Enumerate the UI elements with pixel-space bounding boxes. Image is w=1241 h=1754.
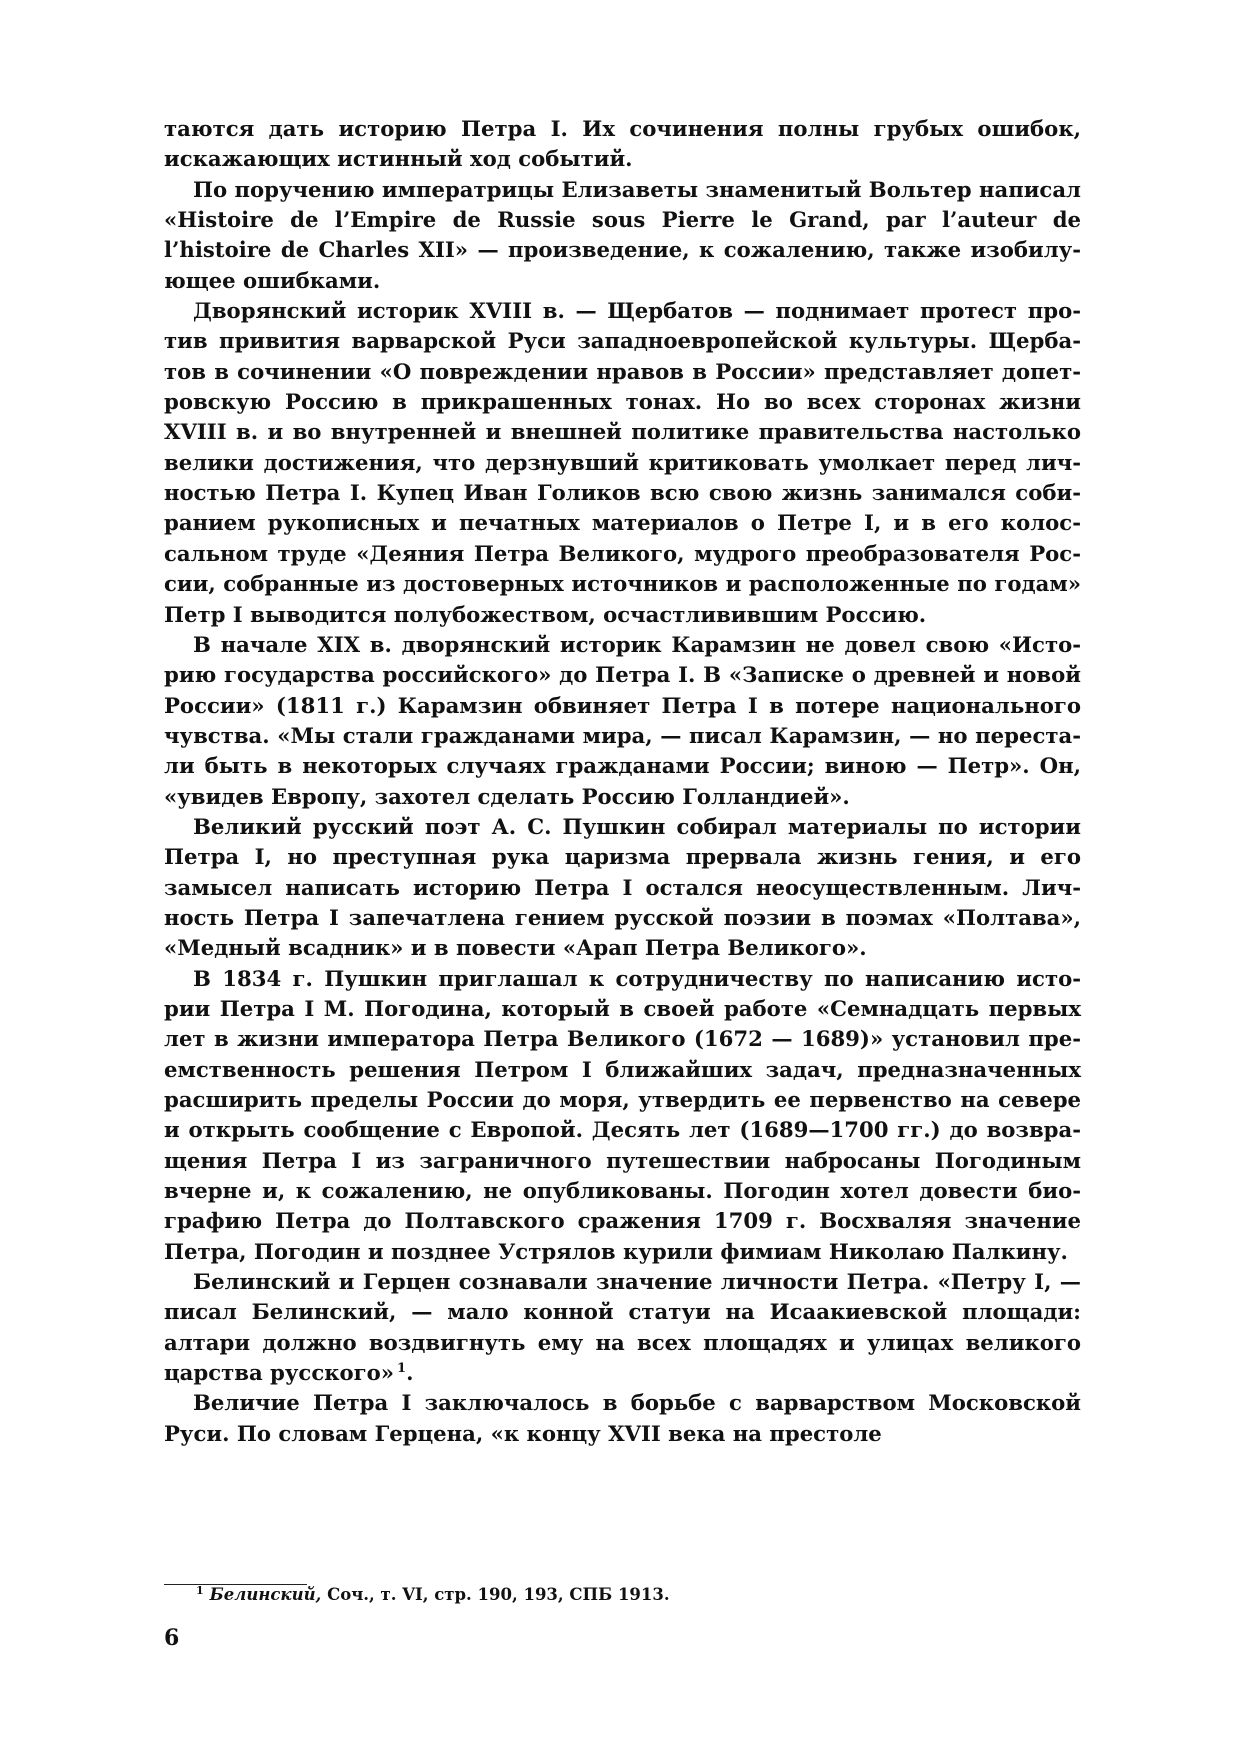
- paragraph: Великий русский поэт А. С. Пушкин собирал материалы по истории Петра I, но преступная рука царизма прервала жизнь гения, и его замысел написать историю Петра I остался неосуществленным. Личность Петра I запечатлена гением русской поэзии в поэмах «Полтава», «Медный всадник» и в повести «Арап Петра Великого».: [164, 813, 1081, 961]
- paragraph: Величие Петра I заключалось в борьбе с варварством Московской Руси. По словам Герцена, «к концу XVII века на престоле: [164, 1390, 1081, 1446]
- footnote-number: 1: [196, 1583, 204, 1597]
- paragraph: таются дать историю Петра I. Их сочинения полны грубых ошибок, искажающих истинный ход событий.: [164, 116, 1081, 172]
- paragraph: В начале XIX в. дворянский историк Карамзин не довел свою «Историю государства российского» до Петра I. В «Записке о древней и новой России» (1811 г.) Карамзин обвиняет Петра I в потере национального чувства. «Мы стали гражданами мира, — писал Карамзин, — но перестали быть в некоторых случаях гражданами России; виною — Петр». Он, «увидев Европу, захотел сделать Россию Голландией».: [164, 631, 1081, 809]
- paragraph-with-footnote: Белинский и Герцен сознавали значение личности Петра. «Петру I, — писал Белинский, — мало конной статуи на Исаакиевской площади: алтари должно воздвигнуть ему на всех площадях и улицах великого царства русского» $^1$.: [164, 1269, 1081, 1386]
- paragraph: По поручению императрицы Елизаветы знаменитый Вольтер написал «Histoire de l’Empire de Russie sous Pierre le Grand, par l’auteur de l’histoire de Charles XII» — произведение, к сожалению, также изобилующее ошибками.: [164, 176, 1081, 293]
- paragraph-text: Белинский и Герцен сознавали значение личности Петра. «Петру I, — писал Белинский, — мало конной статуи на Исаакиевской площади: алтари должно воздвигнуть ему на всех площадях и улицах великого царства русского»: [164, 1269, 1081, 1386]
- paragraph: Дворянский историк XVIII в. — Щербатов — поднимает протест против привития варварской Руси западноевропейской культуры. Щербатов в сочинении «О повреждении нравов в России» представляет допетровскую Россию в прикрашенных тонах. Но во всех сторонах жизни XVIII в. и во внутренней и внешней политике правительства настолько велики достижения, что дерзнувший критиковать умолкает перед личностью Петра I. Купец Иван Голиков всю свою жизнь занимался собиранием рукописных и печатных материалов о Петре I, и в его колоссальном труде «Деяния Петра Великого, мудрого преобразователя России, собранные из достоверных источников и расположенные по годам» Петр I выводится полубожеством, осчастливившим Россию.: [164, 298, 1081, 627]
- main-text: [164, 114, 1081, 1449]
- footnote-reference: 1: [397, 1361, 407, 1377]
- footnote-author: Белинский,: [209, 1585, 322, 1604]
- page-number: 6: [164, 1625, 180, 1651]
- footnote: [196, 1583, 1056, 1607]
- footnote-citation: Соч., т. VI, стр. 190, 193, СПБ 1913.: [327, 1585, 670, 1604]
- paragraph: В 1834 г. Пушкин приглашал к сотрудничеству по написанию истории Петра I М. Погодина, который в своей работе «Семнадцать первых лет в жизни императора Петра Великого (1672 — 1689)» установил преемственность решения Петром I ближайших задач, предназначенных расширить пределы России до моря, утвердить ее первенство на севере и открыть сообщение с Европой. Десять лет (1689—1700 гг.) до возвращения Петра I из заграничного путешествии набросаны Погодиным вчерне и, к сожалению, не опубликованы. Погодин хотел довести биографию Петра до Полтавского сражения 1709 г. Восхваляя значение Петра, Погодин и позднее Устрялов курили фимиам Николаю Палкину.: [164, 965, 1081, 1264]
